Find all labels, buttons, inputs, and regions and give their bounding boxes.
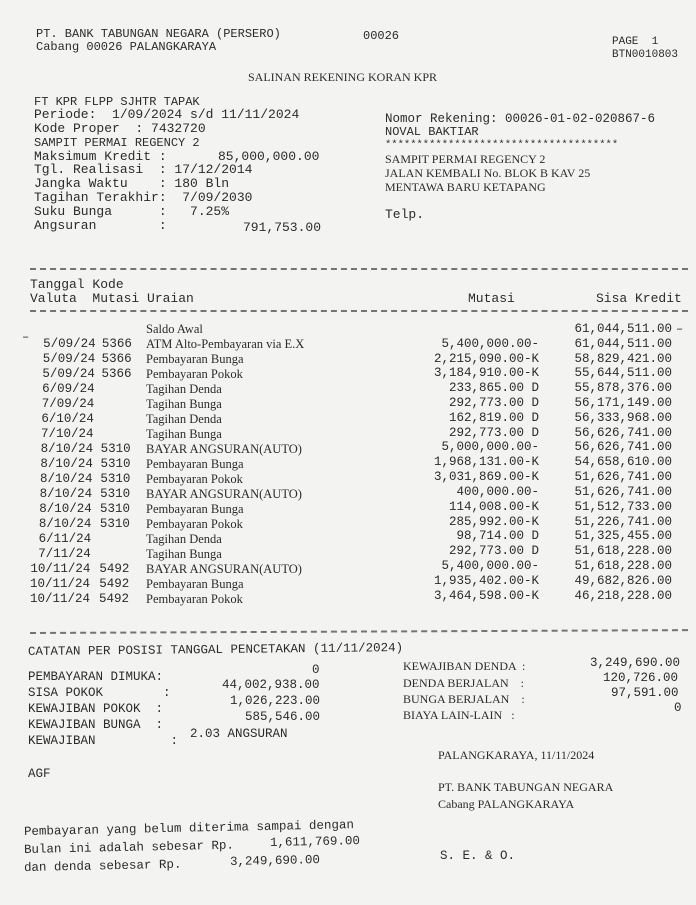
transaction-description: Pembayaran Pokok	[146, 592, 243, 606]
transaction-mutation: 5,400,000.00-	[441, 336, 539, 351]
bunga-berjalan-label: BUNGA BERJALAN :	[403, 692, 525, 706]
transaction-code: 5492	[99, 562, 130, 576]
transaction-code: 5310	[99, 517, 130, 531]
transaction-date: 5/09/24	[42, 352, 96, 366]
transaction-date: 8/10/24	[39, 502, 92, 516]
transaction-row	[0, 382, 696, 397]
place-date: PALANGKARAYA, 11/11/2024	[438, 748, 595, 762]
pembayaran-dimuka-label: PEMBAYARAN DIMUKA:	[28, 670, 164, 684]
denda-berjalan-value: 120,726.00	[603, 671, 679, 685]
transaction-mutation: 162,819.00 D	[448, 410, 539, 425]
maksimum-kredit-value: 85,000,000.00	[218, 149, 320, 164]
pembayaran-dimuka-value: 0	[312, 663, 320, 677]
transaction-balance: 51,512,733.00	[574, 499, 672, 514]
program-name: FT KPR FLPP SJHTR TAPAK	[34, 95, 200, 109]
transaction-balance: 49,682,826.00	[574, 573, 672, 588]
separator-stars: *************************************	[385, 139, 619, 151]
transaction-date: 6/11/24	[38, 532, 92, 546]
note-line-2-value: 1,611,769.00	[269, 834, 361, 850]
summary-title: CATATAN PER POSISI TANGGAL PENCETAKAN (11/11/2024)	[27, 641, 404, 659]
document-title: SALINAN REKENING KORAN KPR	[248, 70, 437, 84]
telephone: Telp.	[385, 207, 425, 222]
transaction-balance: 61,044,511.00	[574, 336, 672, 351]
transaction-description: Pembayaran Pokok	[146, 517, 243, 531]
column-header-line-1: Tanggal Kode	[30, 277, 124, 292]
bunga-berjalan-value: 97,591.00	[611, 686, 679, 700]
transaction-date: 6/09/24	[42, 382, 95, 396]
separator-line	[30, 268, 688, 270]
transaction-row	[0, 337, 696, 352]
separator-line	[30, 310, 688, 312]
transaction-row	[0, 397, 696, 412]
transaction-mutation: 114,008.00-K	[448, 499, 539, 514]
biaya-lain-value: 0	[674, 701, 682, 715]
transaction-balance: 51,226,741.00	[574, 514, 672, 529]
kewajiban-pokok-value: 1,026,223.00	[230, 694, 321, 708]
tgl-realisasi: Tgl. Realisasi : 17/12/2014	[34, 162, 253, 177]
transaction-date: 8/10/24	[38, 517, 92, 531]
project-name: SAMPIT PERMAI REGENCY 2	[34, 136, 200, 150]
transaction-balance: 58,829,421.00	[574, 351, 672, 366]
transaction-code: 5310	[100, 472, 131, 486]
transaction-mutation: 3,031,869.00-K	[433, 470, 539, 485]
transaction-date: 8/10/24	[39, 472, 93, 486]
transaction-date: 5/09/24	[42, 367, 95, 381]
branch-name: Cabang 00026 PALANGKARAYA	[36, 40, 217, 54]
transaction-description: BAYAR ANGSURAN(AUTO)	[146, 487, 302, 501]
transaction-mutation: 285,992.00-K	[448, 514, 539, 529]
transaction-code: 5366	[101, 367, 132, 381]
transaction-row	[0, 322, 696, 337]
signature-branch: Cabang PALANGKARAYA	[438, 797, 575, 811]
jangka-waktu: Jangka Waktu : 180 Bln	[34, 176, 230, 191]
transaction-code: 5492	[99, 577, 130, 591]
kode-proper: Kode Proper : 7432720	[34, 121, 206, 136]
transaction-mutation: 1,935,402.00-K	[433, 573, 539, 588]
transaction-description: Saldo Awal	[146, 322, 203, 336]
kewajiban-denda-value: 3,249,690.00	[590, 656, 681, 670]
transaction-balance: 51,626,741.00	[574, 470, 672, 485]
transaction-mutation: 292,773.00 D	[448, 396, 539, 411]
transaction-code: 5310	[100, 442, 131, 456]
kewajiban-bunga-label: KEWAJIBAN BUNGA :	[28, 718, 164, 732]
transaction-description: Pembayaran Bunga	[146, 502, 244, 516]
transaction-description: Pembayaran Bunga	[146, 577, 244, 591]
note-line-1: Pembayaran yang belum diterima sampai dengan	[23, 818, 355, 839]
sisa-pokok-label: SISA POKOK :	[28, 686, 171, 700]
sisa-pokok-value: 44,002,938.00	[222, 678, 320, 692]
transaction-description: Pembayaran Bunga	[146, 352, 244, 366]
transaction-mutation: 1,968,131.00-K	[433, 455, 539, 470]
transaction-description: Tagihan Bunga	[146, 547, 222, 561]
transaction-date: 10/11/24	[30, 562, 91, 576]
transaction-date: 8/10/24	[39, 487, 93, 501]
column-header-line-2: Valuta Mutasi Uraian	[30, 291, 194, 306]
account-number: Nomor Rekening: 00026-01-02-020867-6	[385, 112, 656, 126]
transaction-mutation: 98,714.00 D	[456, 529, 539, 544]
transaction-mutation: 2,215,090.00-K	[433, 351, 539, 366]
transaction-mutation: 233,865.00 D	[448, 381, 539, 396]
margin-mark: –	[22, 330, 30, 344]
note-line-2-label: Bulan ini adalah sebesar Rp.	[23, 838, 235, 857]
transaction-balance: 56,171,149.00	[574, 396, 672, 411]
transaction-mutation: 3,184,910.00-K	[433, 366, 539, 381]
transaction-mutation: 292,773.00 D	[448, 425, 539, 440]
column-header-sisa-kredit: Sisa Kredit	[596, 291, 682, 306]
transaction-description: BAYAR ANGSURAN(AUTO)	[146, 442, 302, 456]
transaction-code: 5310	[100, 502, 131, 516]
transaction-balance: 56,626,741.00	[574, 440, 672, 455]
transaction-balance: 55,878,376.00	[574, 381, 672, 396]
transaction-code: 5310	[100, 487, 131, 501]
transaction-mutation: 400,000.00-	[456, 484, 539, 499]
transaction-date: 10/11/24	[29, 592, 90, 606]
address-line-2: JALAN KEMBALI No. BLOK B KAV 25	[385, 166, 591, 180]
kewajiban-label: KEWAJIBAN :	[28, 734, 179, 748]
customer-name: NOVAL BAKTIAR	[385, 125, 479, 139]
period: Periode: 1/09/2024 s/d 11/11/2024	[34, 107, 300, 122]
transaction-balance: 51,618,228.00	[574, 558, 672, 573]
errors-omissions: S. E. & O.	[440, 849, 516, 863]
transaction-mutation: 292,773.00 D	[448, 544, 539, 559]
transaction-balance: 54,658,610.00	[574, 455, 672, 470]
transaction-description: Pembayaran Bunga	[146, 457, 244, 471]
transaction-description: Tagihan Denda	[146, 382, 222, 396]
branch-code: 00026	[363, 29, 400, 43]
suku-bunga: Suku Bunga : 7.25%	[34, 204, 230, 219]
transaction-row	[0, 588, 696, 607]
transaction-code: 5366	[101, 352, 132, 366]
transaction-description: ATM Alto-Pembayaran via E.X	[146, 337, 305, 351]
signature-bank: PT. BANK TABUNGAN NEGARA	[438, 780, 614, 794]
note-line-3-label: dan denda sebesar Rp.	[23, 857, 182, 875]
transaction-date: 8/10/24	[40, 457, 93, 471]
transaction-balance: 61,044,511.00	[574, 322, 672, 336]
transaction-balance: 56,333,968.00	[574, 410, 672, 425]
transaction-date: 5/09/24	[43, 337, 96, 351]
transaction-description: Pembayaran Pokok	[146, 367, 243, 381]
transaction-description: BAYAR ANGSURAN(AUTO)	[146, 562, 302, 576]
page-number: PAGE 1	[612, 36, 659, 48]
address-line-1: SAMPIT PERMAI REGENCY 2	[385, 152, 546, 166]
transaction-code: 5310	[100, 457, 131, 471]
transaction-description: Tagihan Bunga	[146, 427, 222, 441]
note-line-3-value: 3,249,690.00	[229, 853, 321, 869]
denda-berjalan-label: DENDA BERJALAN :	[403, 676, 525, 690]
kewajiban-bunga-value: 585,546.00	[245, 710, 321, 724]
transaction-code: 5366	[101, 337, 132, 351]
kewajiban-value: 2.03 ANGSURAN	[190, 727, 288, 741]
bank-name: PT. BANK TABUNGAN NEGARA (PERSERO)	[36, 27, 281, 41]
address-line-3: MENTAWA BARU KETAPANG	[385, 180, 546, 194]
transaction-description: Pembayaran Pokok	[146, 472, 243, 486]
transaction-date: 7/10/24	[41, 427, 94, 441]
transaction-date: 6/10/24	[41, 412, 94, 426]
document-code: BTN0010803	[612, 49, 679, 61]
transaction-balance: 51,626,741.00	[574, 484, 672, 499]
transaction-description: Tagihan Denda	[146, 532, 222, 546]
kewajiban-denda-label: KEWAJIBAN DENDA :	[403, 659, 526, 673]
margin-mark: –	[676, 322, 684, 336]
transaction-mutation: 5,000,000.00-	[441, 440, 539, 455]
transaction-mutation: 3,464,598.00-K	[433, 588, 539, 603]
transaction-code: 5492	[99, 592, 130, 606]
transaction-balance: 56,626,741.00	[574, 425, 672, 440]
tagihan-terakhir: Tagihan Terakhir: 7/09/2030	[34, 190, 253, 205]
transaction-row	[0, 352, 696, 367]
transaction-date: 8/10/24	[40, 442, 94, 456]
angsuran-value: 791,753.00	[243, 220, 322, 235]
kewajiban-pokok-label: KEWAJIBAN POKOK :	[28, 702, 164, 716]
transaction-mutation: 5,400,000.00-	[441, 558, 539, 573]
separator-line	[30, 629, 688, 634]
transaction-row	[0, 367, 696, 382]
transaction-date: 7/09/24	[41, 397, 95, 411]
transaction-balance: 46,218,228.00	[574, 588, 672, 603]
transaction-balance: 55,644,511.00	[574, 366, 672, 381]
transaction-balance: 51,618,228.00	[574, 544, 672, 559]
transaction-balance: 51,325,455.00	[574, 529, 672, 544]
column-header-mutasi: Mutasi	[468, 291, 515, 306]
transaction-date: 7/11/24	[38, 547, 91, 561]
angsuran-label: Angsuran :	[34, 218, 167, 233]
transaction-date: 10/11/24	[30, 577, 91, 591]
maksimum-kredit-label: Maksimum Kredit :	[34, 149, 167, 164]
transaction-description: Tagihan Denda	[146, 412, 222, 426]
transaction-description: Tagihan Bunga	[146, 397, 222, 411]
operator-code: AGF	[28, 767, 51, 781]
biaya-lain-label: BIAYA LAIN-LAIN :	[403, 708, 515, 722]
